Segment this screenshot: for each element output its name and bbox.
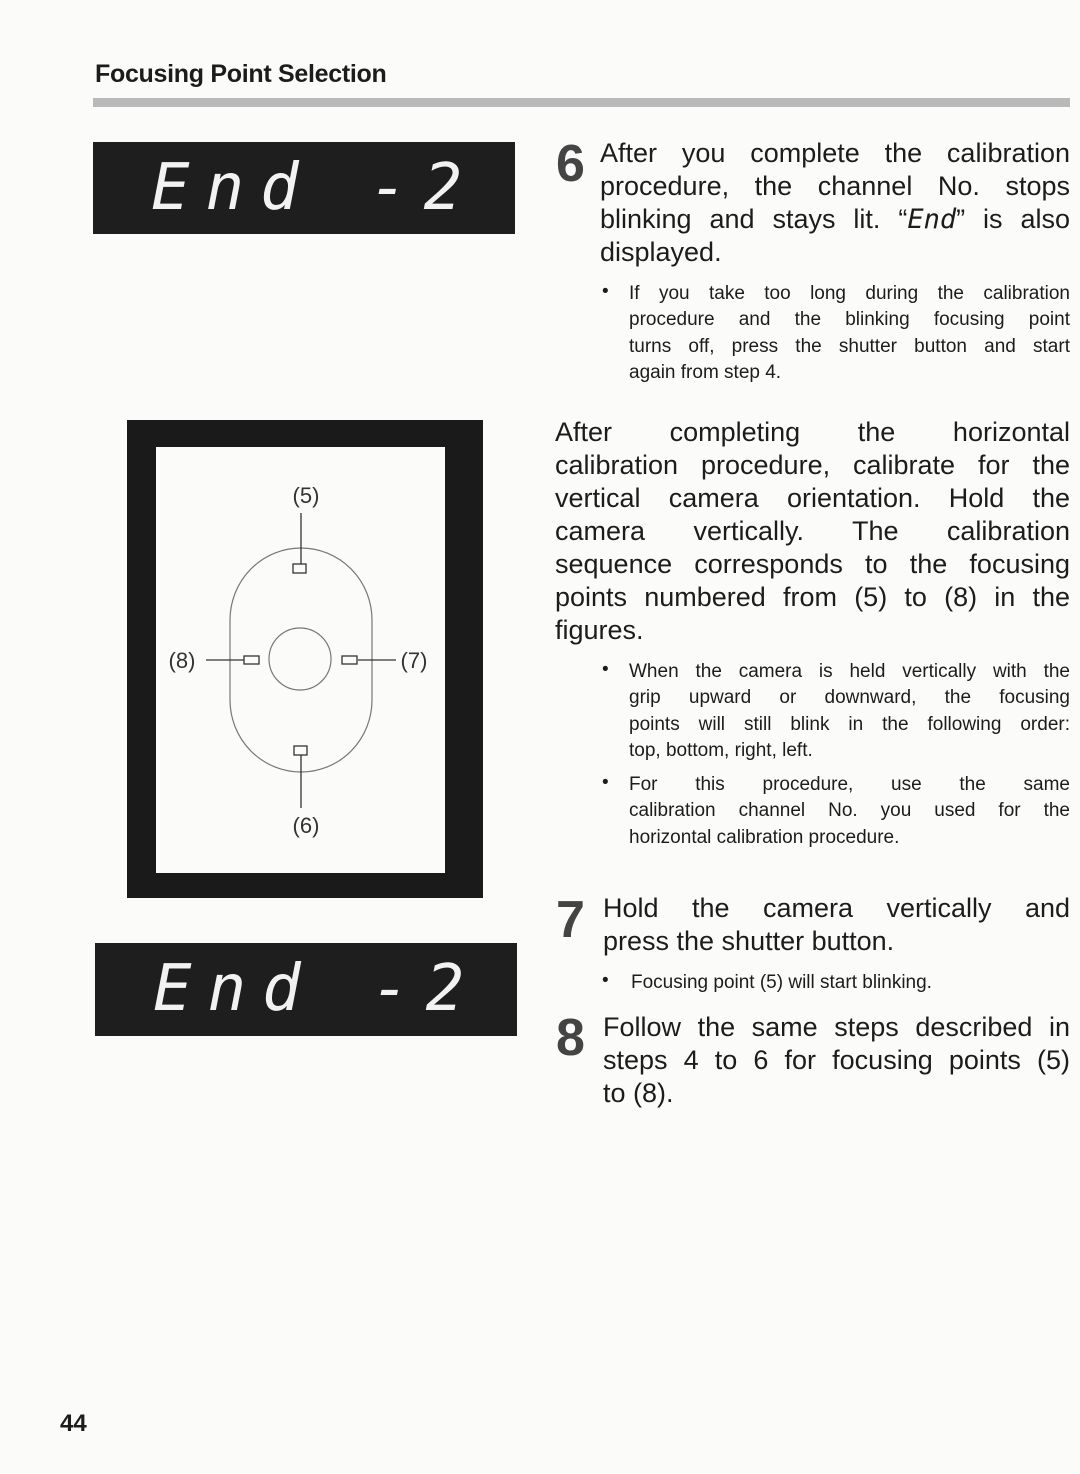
text-line: press the shutter button. bbox=[603, 926, 895, 956]
text-line: camera vertically. The calibration bbox=[555, 516, 1070, 546]
text-line: points numbered from (5) to (8) in the bbox=[555, 582, 1070, 612]
vertical-calibration-text bbox=[555, 416, 1070, 647]
text-line: points will still blink in the following order: bbox=[629, 713, 1070, 735]
text-line: procedure, the channel No. stops bbox=[600, 171, 1070, 201]
step-6-text bbox=[600, 137, 1070, 269]
text-line: again from step 4. bbox=[629, 361, 782, 383]
focus-point-5 bbox=[293, 564, 306, 573]
bullet: • bbox=[602, 281, 609, 302]
title-rule bbox=[93, 98, 1070, 107]
focus-point-6 bbox=[294, 746, 307, 755]
section-title: Focusing Point Selection bbox=[95, 60, 387, 88]
text-line: steps 4 to 6 for focusing points (5) bbox=[603, 1045, 1070, 1075]
text-fragment: blinking and stays lit. “ bbox=[600, 204, 908, 234]
step-number-8: 8 bbox=[556, 1009, 585, 1067]
page-number: 44 bbox=[60, 1410, 87, 1437]
step-8-text bbox=[603, 1011, 1070, 1110]
text-line: displayed. bbox=[600, 237, 722, 267]
text-line: to (8). bbox=[603, 1078, 674, 1108]
viewfinder-diagram bbox=[127, 420, 483, 898]
text-line bbox=[600, 203, 1070, 236]
lcd-display-bottom bbox=[95, 943, 517, 1036]
text-line: turns off, press the shutter button and start bbox=[629, 335, 1070, 357]
vertical-note-2 bbox=[629, 772, 1070, 851]
text-line: calibration channel No. you used for the bbox=[629, 800, 1070, 822]
text-line: When the camera is held vertically with the bbox=[629, 661, 1070, 682]
text-line: top, bottom, right, left. bbox=[629, 739, 813, 761]
bullet: • bbox=[602, 970, 609, 991]
vertical-note-1 bbox=[629, 659, 1070, 764]
text-line: figures. bbox=[555, 615, 644, 645]
step-number-6: 6 bbox=[556, 135, 585, 193]
label-5: (5) bbox=[292, 483, 320, 508]
lcd-display-top bbox=[93, 142, 515, 234]
step-7-note bbox=[631, 970, 1072, 996]
label-7: (7) bbox=[400, 648, 428, 673]
text-fragment: ” is also bbox=[956, 204, 1071, 234]
text-line: If you take too long during the calibration bbox=[629, 283, 1070, 304]
text-line: Follow the same steps described in bbox=[603, 1012, 1070, 1042]
focus-point-8 bbox=[244, 656, 259, 664]
text-line: procedure and the blinking focusing point bbox=[629, 309, 1070, 331]
step-6-note bbox=[629, 281, 1070, 386]
step-7-text bbox=[603, 892, 1070, 958]
text-line: Hold the camera vertically and bbox=[603, 893, 1070, 923]
text-line: After you complete the calibration bbox=[600, 138, 1070, 168]
lcd-word: End bbox=[907, 204, 957, 235]
lcd-readout: End -2 bbox=[153, 952, 481, 1026]
bullet: • bbox=[602, 772, 609, 793]
text-line: calibration procedure, calibrate for the bbox=[555, 450, 1070, 480]
focus-point-7 bbox=[342, 656, 357, 664]
text-line: grip upward or downward, the focusing bbox=[629, 687, 1070, 709]
text-line: Focusing point (5) will start blinking. bbox=[631, 972, 932, 993]
step-number-7: 7 bbox=[556, 891, 585, 949]
text-line: For this procedure, use the same bbox=[629, 774, 1070, 795]
bullet: • bbox=[602, 659, 609, 680]
text-line: sequence corresponds to the focusing bbox=[555, 549, 1070, 579]
label-6: (6) bbox=[292, 813, 320, 838]
label-8: (8) bbox=[168, 648, 196, 673]
text-line: vertical camera orientation. Hold the bbox=[555, 483, 1070, 513]
text-line: After completing the horizontal bbox=[555, 417, 1070, 447]
text-line: horizontal calibration procedure. bbox=[629, 826, 900, 848]
lcd-readout: End -2 bbox=[151, 151, 479, 225]
